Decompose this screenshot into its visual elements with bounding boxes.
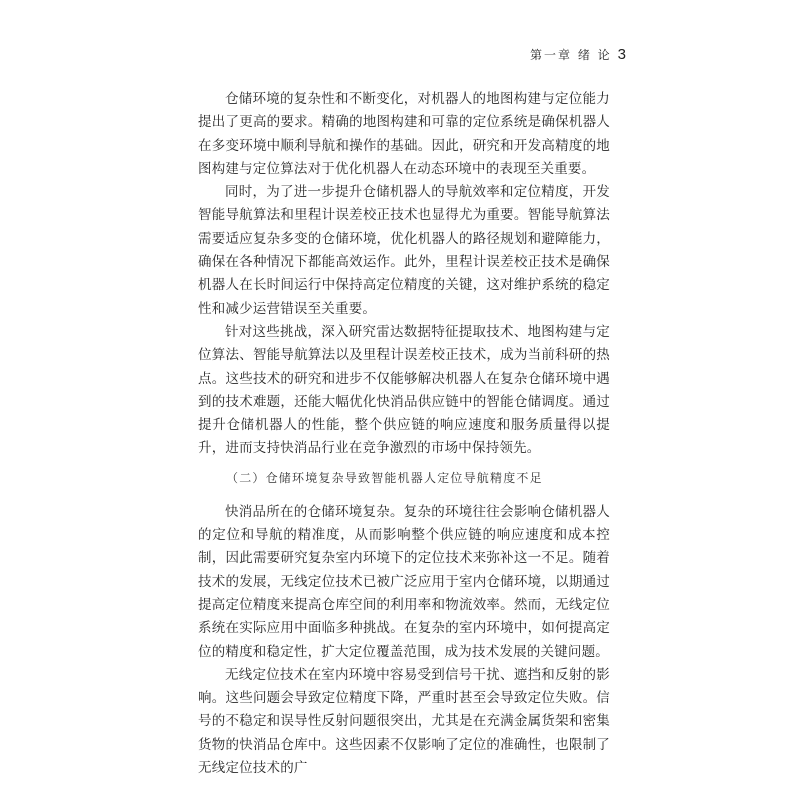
paragraph: 针对这些挑战，深入研究雷达数据特征提取技术、地图构建与定位算法、智能导航算法以及里程计误差校正技术，成为当前科研的热点。这些技术的研究和进步不仅能够解决机器人在复杂仓储环境中遇到的技术难题，还能大幅优化快消品供应链中的智能仓储调度。通过提升仓储机器人的性能，整个供应链的响应速度和服务质量得以提升，进而支持快消品行业在竞争激烈的市场中保持领先。: [198, 323, 610, 457]
body-text: [198, 88, 610, 780]
paragraph: 无线定位技术在室内环境中容易受到信号干扰、遮挡和反射的影响。这些问题会导致定位精度下降，严重时甚至会导致定位失败。信号的不稳定和误导性反射问题很突出，尤其是在充满金属货架和密集货物的快消品仓库中。这些因素不仅影响了定位的准确性，也限制了无线定位技术的广: [198, 666, 610, 777]
chapter-title: 第一章 绪 论: [530, 47, 612, 62]
section-heading: （二）仓储环境复杂导致智能机器人定位导航精度不足: [226, 470, 543, 485]
running-header: [530, 44, 630, 64]
paragraph: 同时，为了进一步提升仓储机器人的导航效率和定位精度，开发智能导航算法和里程计误差校正技术也显得尤为重要。智能导航算法需要适应复杂多变的仓储环境，优化机器人的路径规划和避障能力，确保在各种情况下都能高效运作。此外，里程计误差校正技术是确保机器人在长时间运行中保持高定位精度的关键，这对维护系统的稳定性和减少运营错误至关重要。: [198, 184, 610, 317]
paragraph: 仓储环境的复杂性和不断变化，对机器人的地图构建与定位能力提出了更高的要求。精确的地图构建和可靠的定位系统是确保机器人在多变环境中顺利导航和操作的基础。因此，研究和开发高精度的地图构建与定位算法对于优化机器人在动态环境中的表现至关重要。: [198, 91, 610, 177]
paragraph: 快消品所在的仓储环境复杂。复杂的环境往往会影响仓储机器人的定位和导航的精准度，从而影响整个供应链的响应速度和成本控制，因此需要研究复杂室内环境下的定位技术来弥补这一不足。随着技术的发展，无线定位技术已被广泛应用于室内仓储环境，以期通过提高定位精度来提高仓库空间的利用率和物流效率。然而，无线定位系统在实际应用中面临多种挑战。在复杂的室内环境中，如何提高定位的精度和稳定性，扩大定位覆盖范围，成为技术发展的关键问题。: [198, 503, 610, 660]
page-number: 3: [617, 45, 626, 63]
